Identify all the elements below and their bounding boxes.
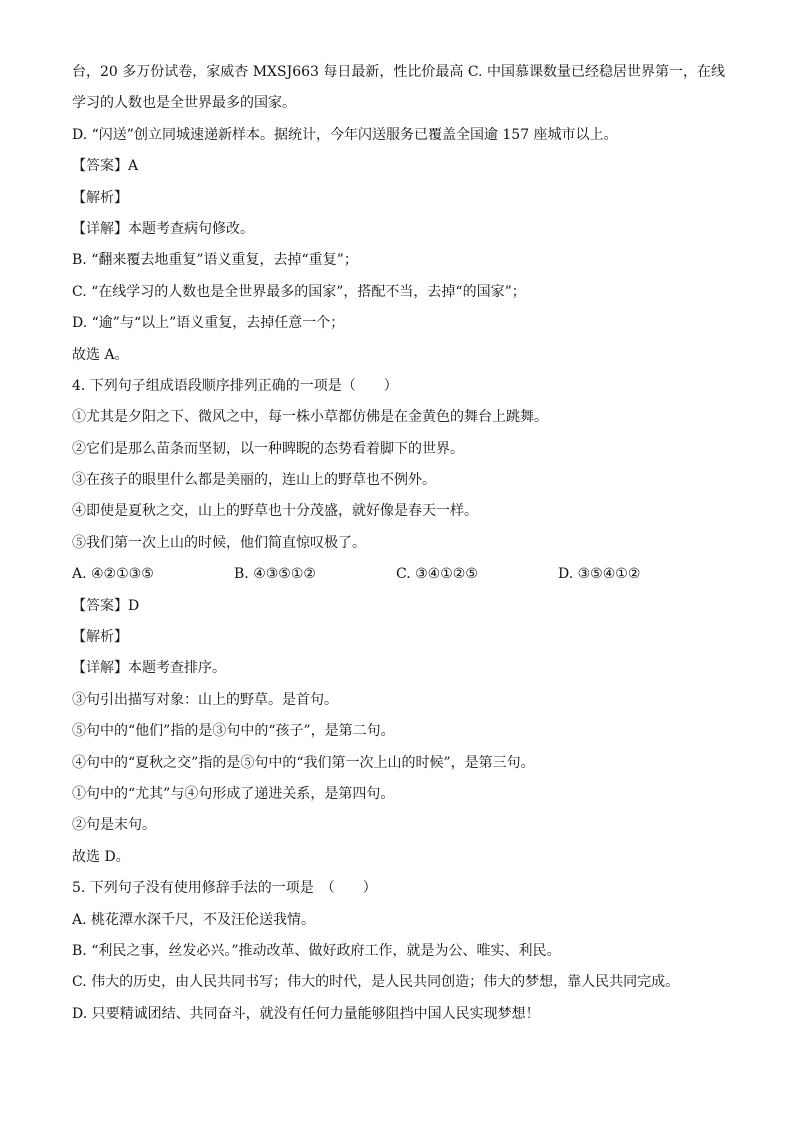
detail-label: 【详解】 [72, 220, 128, 237]
q3-option-c-line-2: 学习的人数也是全世界最多的国家。 [72, 95, 296, 112]
analysis-label: 【解析】 [72, 189, 128, 206]
q4-sentence-5: ⑤我们第一次上山的时候，他们简直惊叹极了。 [72, 534, 366, 551]
detail-text: 本题考查病句修改。 [128, 220, 254, 237]
answer-label: 【答案】 [72, 597, 128, 614]
q4-option-d: D. ③⑤④①② [558, 566, 641, 583]
analysis-label: 【解析】 [72, 629, 128, 646]
q3-option-d: D. “闪送”创立同城速递新样本。据统计，今年闪送服务已覆盖全国逾 157 座城市以上。 [72, 126, 618, 143]
answer-label: 【答案】 [72, 158, 128, 175]
q3-explanation-c: C. “在线学习的人数也是全世界最多的国家”，搭配不当，去掉“的国家”； [72, 283, 526, 300]
q4-stem: 4. 下列句子组成语段顺序排列正确的一项是（ ） [72, 377, 398, 394]
q4-option-b: B. ④③⑤①② [234, 566, 316, 583]
q4-sentence-3: ③在孩子的眼里什么都是美丽的，连山上的野草也不例外。 [72, 472, 436, 489]
q3-conclusion: 故选 A。 [72, 346, 129, 363]
q3-explanation-d: D. “逾”与“以上”语义重复，去掉任意一个； [72, 315, 345, 332]
q3-detail [72, 219, 732, 239]
answer-value: A [128, 158, 139, 175]
q5-option-a: A. 桃花潭水深千尺，不及汪伦送我情。 [72, 911, 316, 928]
q4-explanation-1: ③句引出描写对象：山上的野草。是首句。 [72, 691, 338, 708]
q5-option-c: C. 伟大的历史，由人民共同书写；伟大的时代，是人民共同创造；伟大的梦想，靠人民共同完成。 [72, 974, 680, 991]
q4-explanation-5: ②句是末句。 [72, 817, 156, 834]
detail-text: 本题考查排序。 [128, 660, 226, 677]
q4-option-c: C. ③④①②⑤ [396, 566, 478, 583]
q4-explanation-3: ④句中的“夏秋之交”指的是⑤句中的“我们第一次上山的时候”，是第三句。 [72, 754, 535, 771]
q5-stem: 5. 下列句子没有使用修辞手法的一项是 （ ） [72, 880, 377, 897]
q4-analysis [72, 627, 732, 647]
q3-analysis [72, 188, 732, 208]
q4-sentence-1: ①尤其是夕阳之下、微风之中，每一株小草都仿佛是在金黄色的舞台上跳舞。 [72, 409, 548, 426]
q4-explanation-4: ①句中的“尤其”与④句形成了递进关系，是第四句。 [72, 785, 395, 802]
q3-option-c-line-1: 台，20 多万份试卷，家威杏 MXSJ663 每日最新，性比价最高 C. 中国慕课数量已经稳居世界第一，在线 [72, 64, 725, 80]
document-page [72, 62, 732, 1035]
q4-conclusion: 故选 D。 [72, 848, 130, 865]
q4-sentence-4: ④即使是夏秋之交，山上的野草也十分茂盛，就好像是春天一样。 [72, 503, 478, 520]
detail-label: 【详解】 [72, 660, 128, 677]
q3-answer [72, 156, 732, 176]
q4-detail [72, 658, 732, 678]
q4-option-a: A. ④②①③⑤ [72, 566, 154, 583]
q5-option-d: D. 只要精诚团结、共同奋斗，就没有任何力量能够阻挡中国人民实现梦想！ [72, 1005, 540, 1022]
q5-option-b: B. “利民之事，丝发必兴。”推动改革、做好政府工作，就是为公、唯实、利民。 [72, 942, 561, 959]
q4-answer [72, 596, 732, 616]
q3-explanation-b: B. “翻来覆去地重复”语义重复，去掉“重复”； [72, 252, 358, 269]
q4-options [72, 564, 732, 584]
q4-sentence-2: ②它们是那么苗条而坚韧，以一种睥睨的态势看着脚下的世界。 [72, 440, 464, 457]
answer-value: D [128, 597, 140, 614]
q4-explanation-2: ⑤句中的“他们”指的是③句中的“孩子”，是第二句。 [72, 723, 395, 740]
